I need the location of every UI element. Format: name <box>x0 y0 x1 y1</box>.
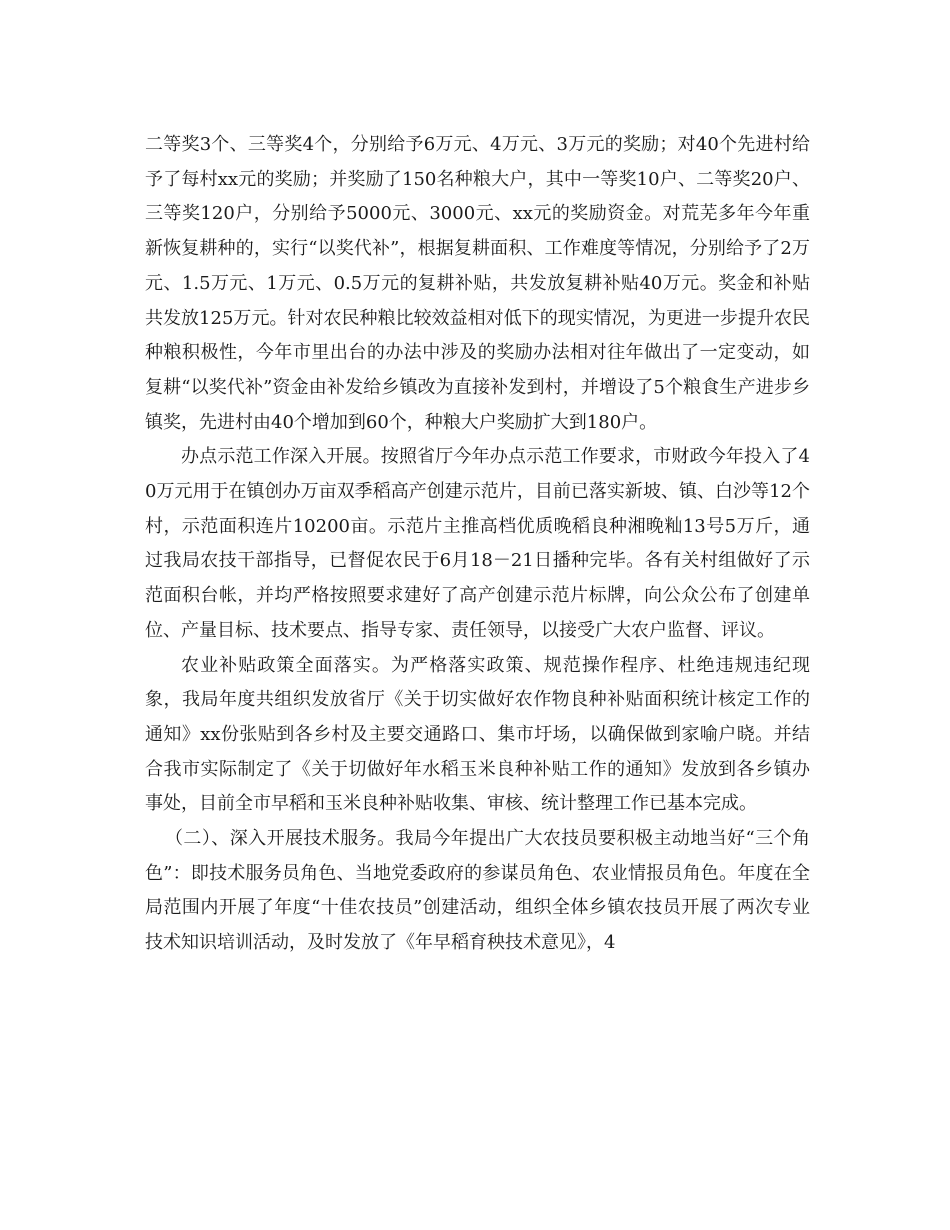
document-body <box>145 128 810 961</box>
paragraph-technical-services: （二）、深入开展技术服务。我局今年提出广大农技员要积极主动地当好“三个角色”：即技术服务员角色、当地党委政府的参谋员角色、农业情报员角色。年度在全局范围内开展了年度“十佳农技员”创建活动，组织全体乡镇农技员开展了两次专业技术知识培训活动，及时发放了《年早稻育秧技术意见》，4 <box>145 828 810 954</box>
paragraph-subsidy-policy: 农业补贴政策全面落实。为严格落实政策、规范操作程序、杜绝违规违纪现象，我局年度共组织发放省厅《关于切实做好农作物良种补贴面积统计核定工作的通知》xx份张贴到各乡村及主要交通路口、集市圩场，以确保做到家喻户晓。并结合我市实际制定了《关于切做好年水稻玉米良种补贴工作的通知》发放到各乡镇办事处，目前全市早稻和玉米良种补贴收集、审核、统计整理工作已基本完成。 <box>145 654 810 815</box>
paragraph-demonstration-work: 办点示范工作深入开展。按照省厅今年办点示范工作要求，市财政今年投入了40万元用于在镇创办万亩双季稻高产创建示范片，目前已落实新坡、镇、白沙等12个村，示范面积连片10200亩。示范片主推高档优质晚稻良种湘晚籼13号5万斤，通过我局农技干部指导，已督促农民于6月18－21日播种完毕。各有关村组做好了示范面积台帐，并均严格按照要求建好了高产创建示范片标牌，向公众公布了创建单位、产量目标、技术要点、指导专家、责任领导，以接受广大农户监督、评议。 <box>145 446 810 641</box>
paragraph-rewards-continuation: 二等奖3个、三等奖4个，分别给予6万元、4万元、3万元的奖励；对40个先进村给予了每村xx元的奖励；并奖励了150名种粮大户，其中一等奖10户、二等奖20户、三等奖120户，分别给予5000元、3000元、xx元的奖励资金。对荒芜多年今年重新恢复耕种的，实行“以奖代补”，根据复耕面积、工作难度等情况，分别给予了2万元、1.5万元、1万元、0.5万元的复耕补贴，共发放复耕补贴40万元。奖金和补贴共发放125万元。针对农民种粮比较效益相对低下的现实情况，为更进一步提升农民种粮积极性，今年市里出台的办法中涉及的奖励办法相对往年做出了一定变动，如复耕“以奖代补”资金由补发给乡镇改为直接补发到村，并增设了5个粮食生产进步乡镇奖，先进村由40个增加到60个，种粮大户奖励扩大到180户。 <box>145 134 810 433</box>
